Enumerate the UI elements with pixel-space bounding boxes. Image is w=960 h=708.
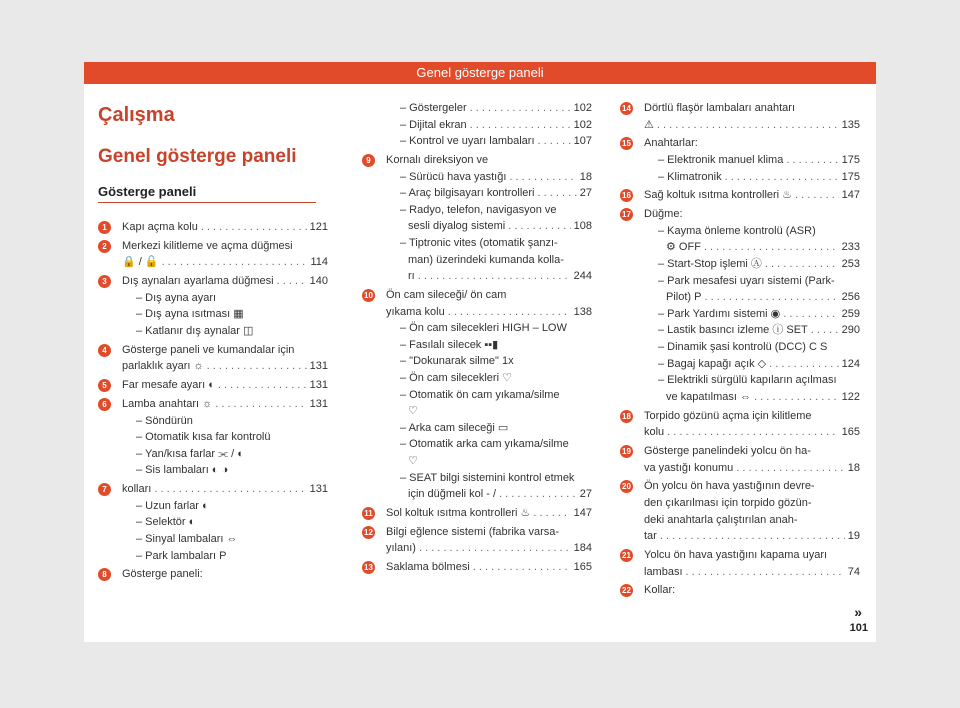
leader-dots (470, 101, 571, 116)
entry-label: Dış aynaları ayarlama düğmesi (122, 275, 274, 288)
toc-entry (658, 257, 860, 272)
entry-label: – Kontrol ve uyarı lambaları (400, 135, 535, 148)
leader-dots (667, 425, 838, 440)
entry-text: – Katlanır dış aynalar ◫ (136, 325, 254, 337)
leader-dots (448, 305, 571, 320)
page-header: Genel gösterge paneli (84, 62, 876, 84)
entry-text: – Ön cam silecekleri ♡ (400, 372, 512, 384)
toc-entry (386, 305, 592, 320)
entry-label: Pilot) P (666, 291, 702, 304)
item-number-badge: 1 (98, 221, 111, 234)
entry-label: ⚠ (644, 118, 654, 131)
entry-page-number: 256 (841, 291, 860, 304)
toc-entry (386, 506, 592, 521)
toc-entry (400, 101, 592, 116)
entry-page-number: 253 (841, 258, 860, 270)
entry-label: kolları (122, 483, 152, 496)
entry-text: den çıkarılması için torpido gözün- (644, 497, 812, 509)
toc-entry (122, 378, 328, 393)
entry-label: Sol koltuk ısıtma kontrolleri ♨ (386, 507, 531, 519)
entry-label: parlaklık ayarı ☼ (122, 360, 204, 373)
entry-text: – Elektrikli sürgülü kapıların açılması (658, 374, 837, 387)
entry-page-number: 107 (573, 135, 592, 148)
toc-entry (408, 219, 592, 234)
leader-dots (754, 390, 839, 405)
entry-label: – Dijital ekran (400, 118, 467, 131)
entry-label: kolu (644, 426, 665, 439)
toc-entry (644, 425, 860, 440)
item-number-badge: 4 (98, 344, 111, 357)
entry-page-number: 131 (309, 483, 328, 496)
entry-label: rı (408, 270, 415, 283)
leader-dots (201, 220, 307, 235)
entry-label: – Park Yardımı sistemi ◉ (658, 307, 781, 320)
entry-page-number: 147 (573, 507, 592, 519)
entry-page-number: 27 (579, 187, 592, 200)
entry-page-number: 102 (573, 118, 592, 131)
item-number-badge: 15 (620, 137, 633, 150)
leader-dots (660, 529, 845, 544)
entry-page-number: 74 (847, 565, 860, 578)
toc-entry (658, 357, 860, 372)
toc-entry (644, 529, 860, 544)
subtitle: Gösterge paneli (98, 184, 197, 199)
entry-text: Bilgi eğlence sistemi (fabrika varsa- (386, 525, 560, 538)
entry-text: – Radyo, telefon, navigasyon ve (400, 203, 557, 216)
page-title: Genel gösterge paneli (98, 146, 297, 167)
entry-page-number: 165 (573, 561, 592, 574)
toc-entry (122, 359, 328, 374)
entry-page-number: 138 (573, 305, 592, 318)
leader-dots (786, 153, 838, 168)
entry-page-number: 140 (309, 275, 328, 288)
entry-label: yıkama kolu (386, 305, 445, 318)
leader-dots (736, 461, 844, 476)
entry-text: – Fasılalı silecek ▪▪▮ (400, 338, 499, 351)
entry-page-number: 259 (841, 307, 860, 320)
toc-entry (386, 541, 592, 556)
entry-text: – "Dokunarak silme" 1x (400, 355, 514, 368)
item-number-badge: 13 (362, 561, 375, 574)
entry-page-number: 121 (309, 221, 328, 233)
toc-entry (666, 290, 860, 305)
entry-page-number: 27 (579, 488, 592, 501)
entry-label: Sağ koltuk ısıtma kontrolleri ♨ (644, 189, 793, 202)
entry-label: – Klimatronik (658, 170, 722, 183)
entry-text: ♡ (408, 455, 418, 467)
entry-text: Gösterge paneli: (122, 568, 203, 581)
entry-text: – SEAT bilgi sistemini kontrol etmek (400, 471, 575, 484)
entry-text: – Dinamik şasi kontrolü (DCC) C S (658, 341, 828, 353)
entry-page-number: 135 (841, 118, 860, 131)
toc-entry (122, 220, 328, 235)
item-number-badge: 18 (620, 410, 633, 423)
leader-dots (725, 170, 839, 185)
entry-label: va yastığı konumu (644, 461, 734, 474)
toc-entry (666, 390, 860, 405)
leader-dots (215, 397, 306, 412)
entry-text: – Ön cam silecekleri HIGH – LOW (400, 322, 567, 335)
entry-text: Düğme: (644, 208, 683, 221)
item-number-badge: 8 (98, 568, 111, 581)
leader-dots (704, 290, 838, 305)
leader-dots (499, 487, 577, 502)
document-page (84, 62, 876, 642)
entry-page-number: 131 (309, 360, 328, 373)
entry-text: – Park lambaları P (136, 549, 227, 562)
entry-text: Merkezi kilitleme ve açma düğmesi (122, 239, 293, 252)
item-number-badge: 3 (98, 275, 111, 288)
entry-text: Ön cam sileceği/ ön cam (386, 289, 507, 301)
entry-text: Torpido gözünü açma için kilitleme (644, 409, 812, 422)
entry-text: Anahtarlar: (644, 137, 698, 150)
leader-dots (533, 506, 570, 521)
leader-dots (419, 541, 571, 556)
toc-entry (644, 565, 860, 580)
entry-label: – Lastik basıncı izleme ⓘ SET (658, 324, 808, 337)
leader-dots (509, 170, 576, 185)
entry-page-number: 131 (309, 398, 328, 410)
item-number-badge: 9 (362, 154, 375, 167)
toc-entry (644, 188, 860, 203)
item-number-badge: 20 (620, 480, 633, 493)
leader-dots (783, 307, 838, 322)
leader-dots (508, 219, 570, 234)
entry-page-number: 184 (573, 542, 592, 555)
item-number-badge: 16 (620, 189, 633, 202)
leader-dots (473, 560, 571, 575)
leader-dots (207, 359, 307, 374)
toc-entry (386, 560, 592, 575)
entry-text: – Arka cam sileceği ▭ (400, 421, 509, 434)
entry-page-number: 122 (841, 390, 860, 403)
leader-dots (162, 255, 308, 270)
entry-text: – Otomatik ön cam yıkama/silme (400, 388, 560, 401)
toc-entry (658, 153, 860, 168)
toc-entry (400, 134, 592, 149)
entry-page-number: 175 (841, 170, 860, 183)
item-number-badge: 2 (98, 240, 111, 253)
leader-dots (538, 134, 571, 149)
entry-page-number: 244 (573, 270, 592, 283)
entry-label: sesli diyalog sistemi (408, 220, 506, 233)
leader-dots (704, 240, 839, 255)
entry-text: – Dış ayna ısıtması ▦ (136, 308, 244, 321)
entry-text: man) üzerindeki kumanda kolla- (408, 253, 564, 266)
item-number-badge: 6 (98, 398, 111, 411)
toc-entry (644, 461, 860, 476)
toc-entry (408, 269, 592, 284)
toc-entry (122, 255, 328, 270)
toc-entry (658, 170, 860, 185)
item-number-badge: 10 (362, 289, 375, 302)
entry-text: – Söndürün (136, 414, 193, 427)
toc-entry (644, 118, 860, 133)
leader-dots (795, 188, 839, 203)
item-number-badge: 21 (620, 549, 633, 562)
entry-page-number: 290 (841, 324, 860, 337)
leader-dots (470, 118, 571, 133)
entry-label: yılanı) (386, 542, 416, 555)
entry-text: – Selektör ◐ (136, 516, 196, 529)
entry-label: – Araç bilgisayarı kontrolleri (400, 187, 535, 200)
entry-label: tar (644, 530, 657, 543)
entry-label: ⚙ OFF (666, 241, 701, 254)
entry-text: Dörtlü flaşör lambaları anahtarı (644, 102, 796, 114)
item-number-badge: 14 (620, 102, 633, 115)
entry-label: Lamba anahtarı ☼ (122, 398, 213, 410)
toc-entry (408, 487, 592, 502)
toc-entry (658, 307, 860, 322)
continue-mark: » (854, 604, 862, 620)
item-number-badge: 11 (362, 507, 375, 520)
leader-dots (769, 357, 839, 372)
item-number-badge: 17 (620, 208, 633, 221)
entry-page-number: 165 (841, 426, 860, 439)
entry-label: – Sürücü hava yastığı (400, 170, 507, 183)
entry-text: – Uzun farlar ◐ (136, 499, 209, 512)
leader-dots (538, 186, 577, 201)
entry-text: Gösterge paneli ve kumandalar için (122, 343, 295, 356)
entry-page-number: 147 (841, 189, 860, 202)
toc-entry (400, 186, 592, 201)
item-number-badge: 12 (362, 526, 375, 539)
entry-page-number: 108 (573, 220, 592, 233)
leader-dots (657, 118, 839, 133)
entry-text: Gösterge panelindeki yolcu ön ha- (644, 445, 811, 457)
toc-entry (122, 397, 328, 412)
entry-page-number: 131 (309, 379, 328, 392)
entry-label: ve kapatılması ⇔ (666, 390, 751, 403)
toc-entry (658, 323, 860, 338)
item-number-badge: 22 (620, 584, 633, 597)
entry-text: – Sinyal lambaları ⇔ (136, 533, 238, 545)
entry-text: – Sis lambaları ◐ ◑ (136, 464, 229, 477)
entry-text: – Kayma önleme kontrolü (ASR) (658, 224, 816, 237)
entry-text: Yolcu ön hava yastığını kapama uyarı (644, 549, 828, 561)
leader-dots (811, 323, 839, 338)
toc-entry (666, 240, 860, 255)
entry-label: – Göstergeler (400, 102, 467, 114)
entry-page-number: 233 (841, 241, 860, 254)
entry-text: – Park mesafesi uyarı sistemi (Park- (658, 274, 835, 287)
entry-label: lambası (644, 565, 683, 578)
entry-page-number: 124 (841, 357, 860, 370)
entry-label: – Start-Stop işlemi Ⓐ (658, 258, 762, 270)
toc-entry (400, 118, 592, 133)
entry-text: deki anahtarla çalıştırılan anah- (644, 513, 798, 526)
leader-dots (277, 274, 307, 289)
page-number: 101 (849, 622, 868, 634)
item-number-badge: 5 (98, 379, 111, 392)
entry-text: – Dış ayna ayarı (136, 291, 217, 304)
entry-label: – Bagaj kapağı açık ◇ (658, 357, 767, 370)
entry-page-number: 175 (841, 154, 860, 166)
entry-text: ♡ (408, 405, 418, 418)
entry-page-number: 102 (573, 102, 592, 114)
entry-label: 🔒 / 🔓 (122, 256, 159, 269)
toc-entry (122, 274, 328, 289)
entry-text: – Tiptronic vites (otomatik şanzı- (400, 237, 558, 249)
entry-label: Far mesafe ayarı ◐ (122, 379, 215, 392)
entry-page-number: 19 (847, 530, 860, 543)
toc-entry (122, 482, 328, 497)
item-number-badge: 7 (98, 483, 111, 496)
toc-entry (400, 170, 592, 185)
entry-text: – Otomatik kısa far kontrolü (136, 431, 271, 444)
entry-label: Saklama bölmesi (386, 561, 470, 574)
subtitle-rule (98, 202, 316, 203)
entry-text: Kollar: (644, 584, 676, 597)
leader-dots (218, 378, 307, 393)
entry-label: için düğmeli kol - / (408, 488, 497, 501)
leader-dots (154, 482, 306, 497)
leader-dots (686, 565, 845, 580)
section-title: Çalışma (98, 104, 175, 126)
entry-text: – Yan/kısa farlar ⫘ / ◐ (136, 447, 244, 460)
entry-label: – Elektronik manuel klima (658, 154, 784, 166)
leader-dots (418, 269, 571, 284)
entry-page-number: 18 (847, 461, 860, 474)
entry-text: – Otomatik arka cam yıkama/silme (400, 438, 569, 451)
item-number-badge: 19 (620, 445, 633, 458)
entry-page-number: 114 (310, 256, 328, 269)
entry-label: Kapı açma kolu (122, 221, 198, 233)
entry-text: Ön yolcu ön hava yastığının devre- (644, 480, 815, 493)
entry-page-number: 18 (579, 170, 592, 183)
entry-text: Kornalı direksiyon ve (386, 154, 489, 166)
leader-dots (765, 257, 839, 272)
